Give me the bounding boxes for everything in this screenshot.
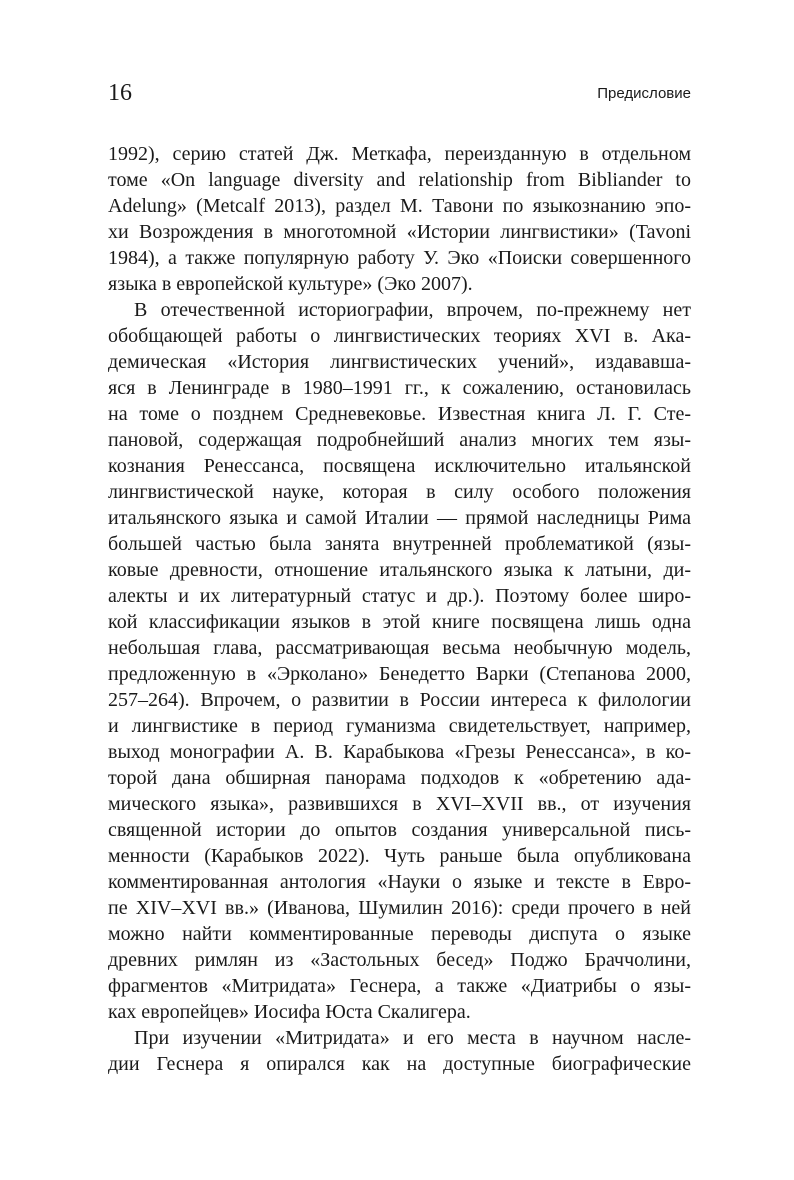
body-line: небольшая глава, рассматривающая весьма необычную модель, [108,637,691,659]
body-line: кознания Ренессанса, посвящена исключительно итальянской [108,455,691,477]
body-line: большей частью была занята внутренней проблематикой (язы- [108,533,691,555]
body-line: языка в европейской культуре» (Эко 2007). [108,273,473,295]
body-line: пановой, содержащая подробнейший анализ многих тем язы- [108,429,691,451]
body-line: Adelung» (Metcalf 2013), раздел М. Тавони по языкознанию эпо- [108,195,691,217]
body-line: священной истории до опытов создания универсальной пись- [108,819,691,841]
body-line: можно найти комментированные переводы диспута о языке [108,923,691,945]
body-line: При изучении «Митридата» и его места в научном насле- [134,1027,691,1049]
body-line: и лингвистике в период гуманизма свидетельствует, например, [108,715,691,737]
body-line: древних римлян из «Застольных бесед» Поджо Браччолини, [108,949,691,971]
body-line: на томе о позднем Средневековье. Известная книга Л. Г. Сте- [108,403,691,425]
body-line: ковые древности, отношение итальянского языка к латыни, ди- [108,559,691,581]
body-line: обобщающей работы о лингвистических теориях XVI в. Ака- [108,325,691,347]
running-head: Предисловие [597,85,691,102]
body-line: лингвистической науке, которая в силу особого положения [108,481,691,503]
body-line: фрагментов «Митридата» Геснера, а также «Диатрибы о язы- [108,975,691,997]
page-number: 16 [108,80,132,106]
body-line: комментированная антология «Науки о языке и тексте в Евро- [108,871,691,893]
body-line: кой классификации языков в этой книге посвящена лишь одна [108,611,691,633]
body-line: 1992), серию статей Дж. Меткафа, переизданную в отдельном [108,143,691,165]
body-line: мического языка», развившихся в XVI–XVII вв., от изучения [108,793,691,815]
body-line: выход монографии А. В. Карабыкова «Грезы Ренессанса», в ко- [108,741,691,763]
body-line: итальянского языка и самой Италии — прямой наследницы Рима [108,507,691,529]
body-line: предложенную в «Эрколано» Бенедетто Варки (Степанова 2000, [108,663,691,685]
body-line: пе XIV–XVI вв.» (Иванова, Шумилин 2016): среди прочего в ней [108,897,691,919]
body-line: яся в Ленинграде в 1980–1991 гг., к сожалению, остановилась [108,377,691,399]
body-line: алекты и их литературный статус и др.). Поэтому более широ- [108,585,691,607]
body-line: В отечественной историографии, впрочем, по-прежнему нет [134,299,691,321]
body-line: торой дана обширная панорама подходов к «обретению ада- [108,767,691,789]
body-line: дии Геснера я опирался как на доступные биографические [108,1053,691,1075]
body-line: менности (Карабыков 2022). Чуть раньше была опубликована [108,845,691,867]
body-line: хи Возрождения в многотомной «Истории лингвистики» (Tavoni [108,221,691,243]
body-line: ках европейцев» Иосифа Юста Скалигера. [108,1001,471,1023]
body-line: 257–264). Впрочем, о развитии в России интереса к филологии [108,689,691,711]
body-line: 1984), а также популярную работу У. Эко «Поиски совершенного [108,247,691,269]
body-line: демическая «История лингвистических учений», издававша- [108,351,691,373]
body-line: томе «On language diversity and relationship from Bibliander to [108,169,691,191]
